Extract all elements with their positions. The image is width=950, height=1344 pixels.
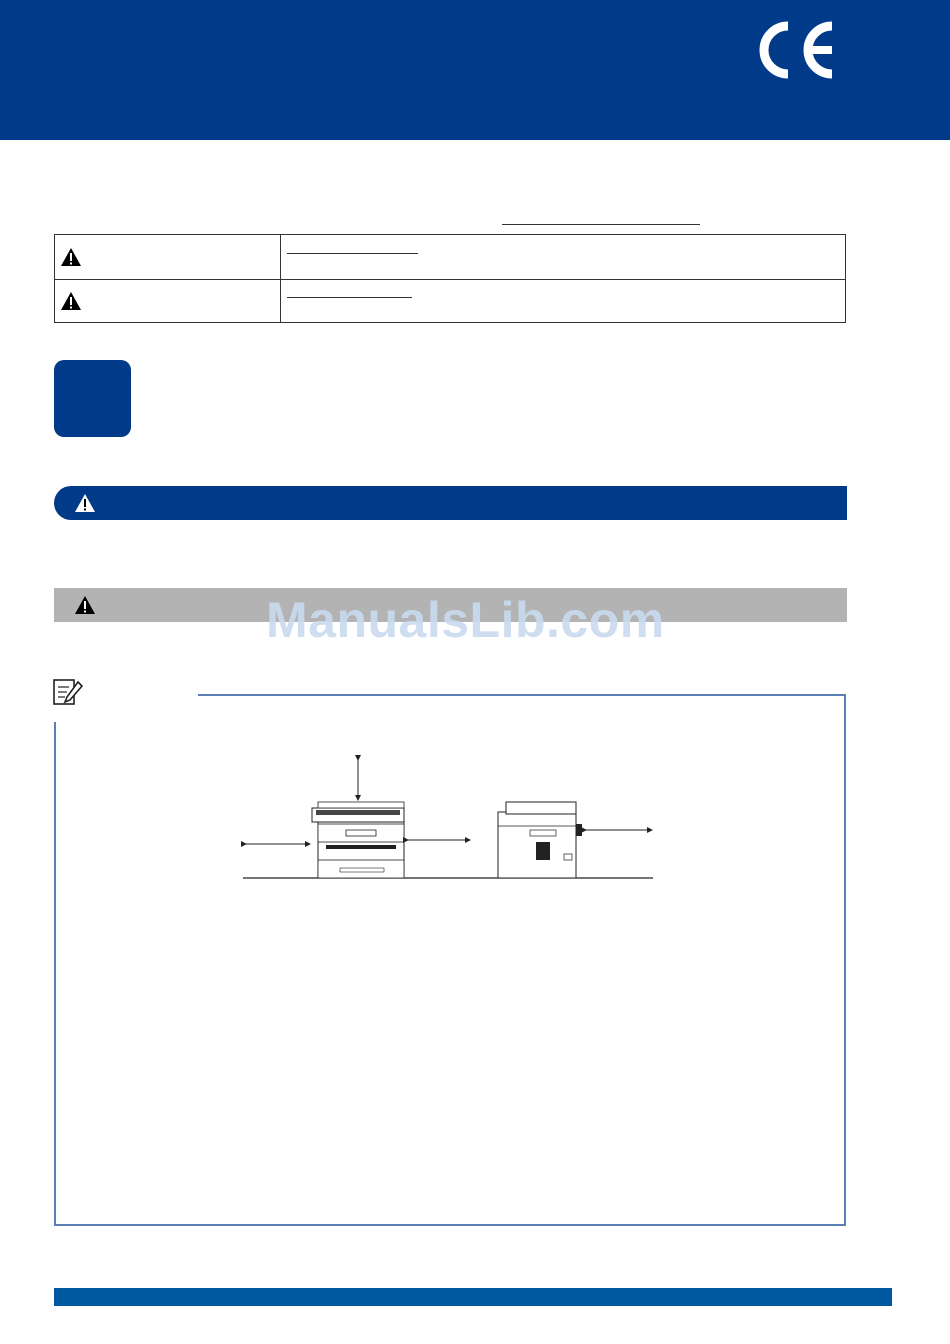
warning-term-underline bbox=[287, 253, 418, 254]
warning-bar bbox=[54, 486, 847, 520]
ce-mark-icon bbox=[752, 20, 838, 80]
page-header bbox=[0, 0, 950, 140]
symbols-table bbox=[54, 234, 846, 323]
printer-side-view bbox=[498, 802, 582, 878]
table-row bbox=[55, 235, 845, 280]
step-box bbox=[54, 360, 131, 437]
table-row bbox=[55, 279, 845, 322]
watermark: ManualsLib.com bbox=[266, 592, 665, 648]
warning-triangle-icon bbox=[60, 247, 82, 267]
link-underline bbox=[502, 224, 700, 225]
printer-front-view bbox=[312, 802, 404, 878]
caution-term-underline bbox=[287, 297, 412, 298]
warning-triangle-icon bbox=[74, 493, 96, 513]
caution-triangle-icon bbox=[60, 291, 82, 311]
printer-clearance-diagram bbox=[240, 750, 660, 885]
caution-triangle-icon bbox=[74, 595, 96, 615]
footer-bar bbox=[54, 1288, 892, 1306]
